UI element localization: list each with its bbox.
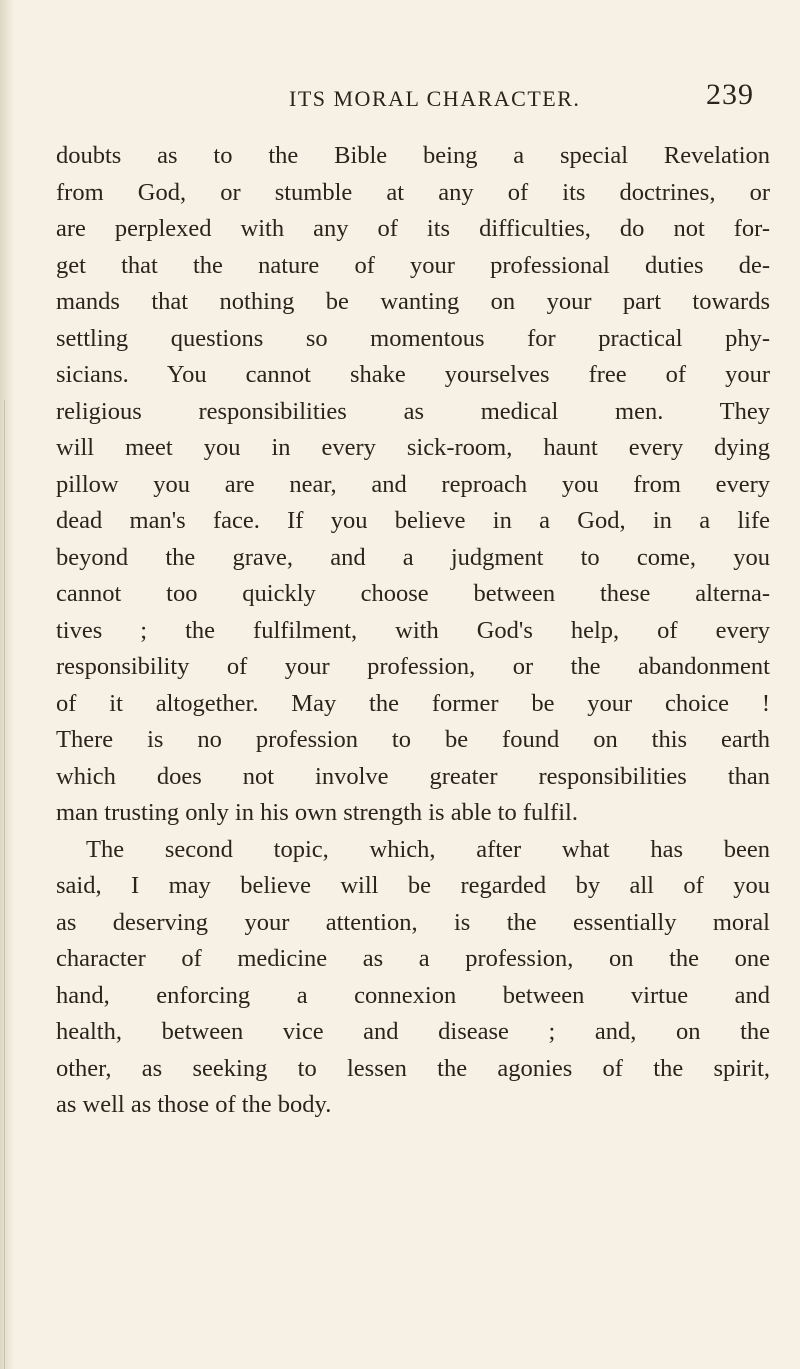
text-line: health, between vice and disease ; and, on the bbox=[56, 1018, 770, 1045]
text-line: pillow you are near, and reproach you from every bbox=[56, 470, 770, 498]
text-line: character of medicine as a profession, on the one bbox=[56, 945, 770, 972]
page-number: 239 bbox=[706, 78, 754, 111]
text-line: religious responsibilities as medical men. They bbox=[56, 397, 770, 425]
body-text bbox=[56, 138, 770, 1124]
text-line: cannot too quickly choose between these alterna- bbox=[56, 580, 770, 607]
text-line: as deserving your attention, is the essentially moral bbox=[56, 908, 770, 936]
text-line: doubts as to the Bible being a special Revelation bbox=[56, 142, 770, 169]
text-line: as well as those of the body. bbox=[56, 1091, 332, 1118]
text-line: said, I may believe will be regarded by all of you bbox=[56, 872, 770, 899]
text-line: which does not involve greater responsibilities than bbox=[56, 762, 770, 790]
text-line: beyond the grave, and a judgment to come, you bbox=[56, 543, 770, 571]
text-line: The second topic, which, after what has been bbox=[86, 835, 770, 863]
running-title: ITS MORAL CHARACTER. bbox=[289, 86, 581, 111]
text-line: dead man's face. If you believe in a God, in a life bbox=[56, 507, 770, 534]
running-head bbox=[0, 78, 800, 116]
text-line: sicians. You cannot shake yourselves free of your bbox=[56, 361, 770, 388]
text-line: man trusting only in his own strength is able to fulfil. bbox=[56, 799, 578, 826]
text-line: settling questions so momentous for practical phy- bbox=[56, 324, 770, 352]
page-edge-line bbox=[4, 400, 5, 1369]
text-line: hand, enforcing a connexion between virtue and bbox=[56, 981, 770, 1009]
text-line: responsibility of your profession, or the abandonment bbox=[56, 653, 770, 680]
page-gutter-shadow bbox=[0, 0, 14, 1369]
text-line: are perplexed with any of its difficulties, do not for- bbox=[56, 215, 770, 242]
text-line: mands that nothing be wanting on your part towards bbox=[56, 288, 770, 315]
text-line: There is no profession to be found on this earth bbox=[56, 726, 770, 753]
text-line: other, as seeking to lessen the agonies of the spirit, bbox=[56, 1054, 770, 1082]
text-line: get that the nature of your professional duties de- bbox=[56, 251, 770, 279]
text-line: will meet you in every sick-room, haunt every dying bbox=[56, 434, 770, 461]
text-line: from God, or stumble at any of its doctrines, or bbox=[56, 178, 770, 206]
text-line: tives ; the fulfilment, with God's help, of every bbox=[56, 616, 770, 644]
text-line: of it altogether. May the former be your choice ! bbox=[56, 689, 770, 717]
